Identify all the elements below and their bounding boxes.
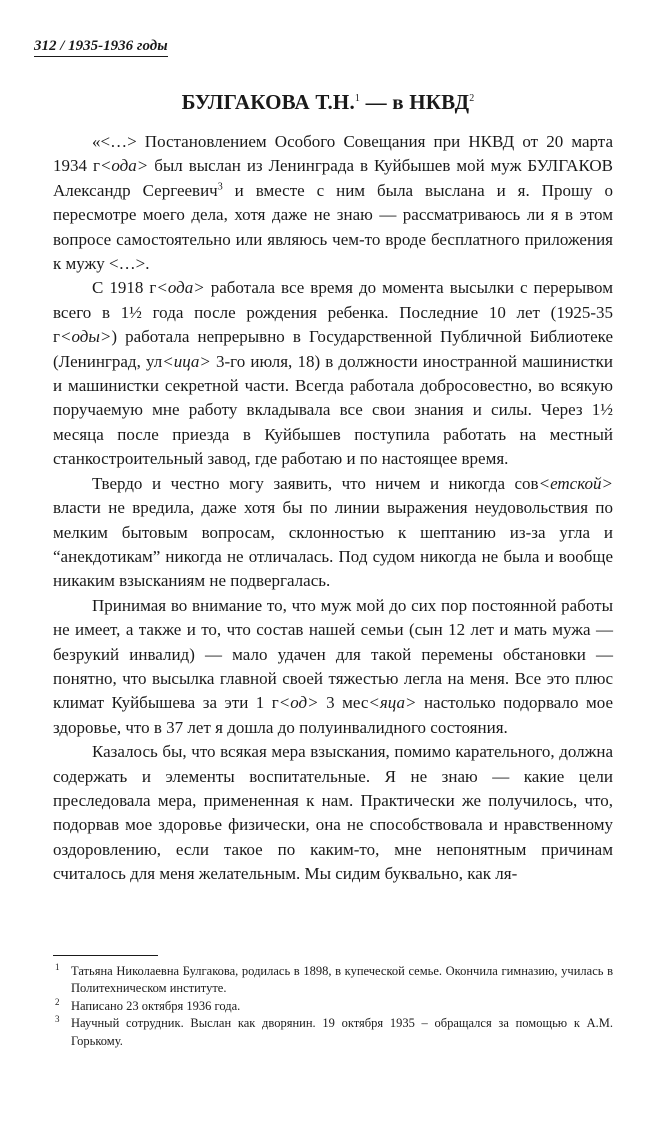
editorial-insertion: <ода>	[156, 278, 205, 298]
text-run: «<…> Постановлением Особого Совещания при НКВД от 20 марта 1934 г	[53, 132, 613, 176]
letter-body	[53, 130, 613, 887]
footnote	[53, 963, 613, 998]
title-name: БУЛГАКОВА Т.Н.	[181, 90, 355, 114]
text-run: Казалось бы, что всякая мера взыскания, помимо карательного, должна содержать и элементы воспитательные. Я не знаю — какие цели преследовала мера, примененная к нам. Практически же получилось, что, подорвав мое здоровье физически, она не способствовала и нравственному оздоровлению, если такое по каким-то, мне непонятным причинам считалось для меня желательным. Мы сидим буквально, как ля-	[53, 742, 613, 884]
title-destination: — в НКВД	[360, 90, 470, 114]
editorial-insertion: <етской>	[538, 473, 613, 493]
footnote	[53, 998, 613, 1015]
footnote-text: Татьяна Николаевна Булгакова, родилась в 1898, в купеческой семье. Окончила гимназию, училась в Политехническом институте.	[71, 964, 613, 996]
footnote-text: Научный сотрудник. Выслан как дворянин. 19 октября 1935 – обращался за помощью к А.М. Горькому.	[71, 1016, 613, 1048]
text-run: С 1918 г	[92, 278, 157, 298]
editorial-insertion: <ица>	[162, 351, 211, 371]
text-run: работала все время до момента высылки с перерывом всего в 1½ года после рождения ребенка. Последние 10 лет (1925-35 г	[53, 278, 613, 347]
footnote-ref: 3	[217, 181, 223, 193]
title-footnote-ref-2: 2	[469, 93, 475, 104]
footnotes	[53, 963, 613, 1050]
paragraph	[53, 276, 613, 471]
text-run: Твердо и честно могу заявить, что ничем и никогда сов	[92, 473, 539, 493]
footnote-text: Написано 23 октября 1936 года.	[71, 998, 241, 1013]
editorial-insertion: <оды>	[59, 327, 112, 347]
text-run: настолько подорвало мое здоровье, что в 37 лет я дошла до полуинвалидного состояния.	[53, 693, 613, 737]
editorial-insertion: <ода>	[99, 156, 149, 176]
paragraph	[53, 472, 613, 594]
text-run: власти не вредила, даже хотя бы по линии выражения неудовольствия по мелким бытовым вопросам, склонностью к шептанию из-за угла и “анекдотикам” никогда не отличалась. Под судом никогда не была и вообще никаким взысканиям не подвергалась.	[53, 498, 613, 591]
text-run: 3-го июля, 18) в должности иностранной машинистки и машинистки секретной части. Всегда работала добросовестно, во всякую поручаемую мне работу вкладывала все свои знания и силы. Через 1½ месяца после приезда в Куйбышев поступила работать на местный станкостроительный завод, где работаю и по настоящее время.	[53, 351, 613, 469]
footnote-separator	[53, 955, 158, 956]
running-head: 312 / 1935-1936 годы	[34, 38, 168, 57]
text-run: был выслан из Ленинграда в Куйбышев мой муж БУЛГАКОВ Александр Сергеевич	[53, 156, 613, 200]
text-run: ) работала непрерывно в Государственной Публичной Библиотеке (Ленинград, ул	[53, 327, 613, 371]
paragraph	[53, 130, 613, 276]
footnote	[53, 1015, 613, 1050]
text-run: и вместе с ним была выслана и я. Прошу о пересмотре моего дела, хотя даже не знаю — рассматриваюсь ли я в этом вопросе самостоятельно или являюсь чем-то вроде бесплатного приложения к мужу <…>.	[53, 180, 613, 274]
paragraph	[53, 740, 613, 886]
text-run: 3 мес	[318, 693, 369, 713]
editorial-insertion: <од>	[278, 693, 319, 713]
document-title	[0, 90, 656, 115]
title-footnote-ref-1: 1	[354, 93, 361, 104]
text-run: Принимая во внимание то, что муж мой до сих пор постоянной работы не имеет, а также и то, что состав нашей семьи (сын 12 лет и мать мужа — безрукий инвалид) — мало удачен для такой перемены обстановки — понятно, что высылка главной своей тяжестью легла на меня. Все это плюс климат Куйбышева за эти 1 г	[53, 595, 613, 713]
paragraph	[53, 594, 613, 740]
footnote-number: 1	[55, 962, 60, 972]
footnote-number: 3	[55, 1014, 60, 1025]
footnote-number: 2	[55, 996, 60, 1007]
editorial-insertion: <яца>	[368, 693, 417, 713]
